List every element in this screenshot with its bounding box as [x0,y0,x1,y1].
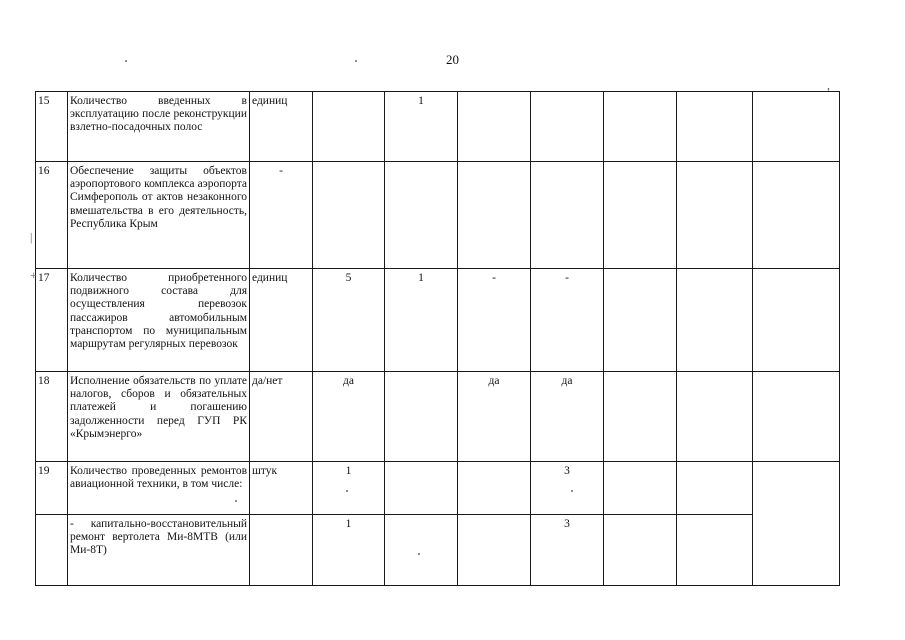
unit-cell: да/нет [250,372,313,462]
unit-cell: штук [250,462,313,515]
indicator-name: Количество приобретенного подвижного состава для осуществления перевозок пассажиров автомобильным транспортом по муниципальным маршрутам регулярных перевозок [68,269,250,372]
value-cell [604,372,677,462]
row-number: 15 [36,92,68,162]
value-cell: - [531,269,604,372]
value-cell [385,372,458,462]
value-cell [385,162,458,269]
scan-speck [418,553,420,555]
value-cell [677,269,753,372]
margin-mark-right: ʼ [826,86,831,101]
table-row-19 [36,462,840,515]
value-cell [385,462,458,515]
value-cell [677,515,753,586]
scan-speck [125,60,127,62]
value-cell [604,462,677,515]
table-row-15 [36,92,840,162]
value-cell [677,92,753,162]
row-number: 19 [36,462,68,515]
scan-speck [346,490,348,492]
value-cell [458,515,531,586]
value-cell [385,515,458,586]
value-cell [531,92,604,162]
value-cell: 1 [313,515,385,586]
value-cell [753,372,840,462]
value-cell [677,462,753,515]
value-cell [677,372,753,462]
table-row-16 [36,162,840,269]
row-number [36,515,68,586]
value-cell [458,462,531,515]
value-cell: 3 [531,515,604,586]
scan-speck [355,60,357,62]
value-cell [677,162,753,269]
value-cell [753,162,840,269]
margin-mark-left: | [30,230,33,244]
scan-speck [235,500,237,502]
value-cell: 1 [385,269,458,372]
value-cell: - [458,269,531,372]
indicator-name: Количество введенных в эксплуатацию после реконструкции взлетно-посадочных полос [68,92,250,162]
value-cell: да [313,372,385,462]
indicator-name: - капитально-восстановительный ремонт вертолета Ми-8МТВ (или Ми-8Т) [68,515,250,586]
value-cell [604,515,677,586]
value-cell: 5 [313,269,385,372]
value-cell [604,92,677,162]
value-cell [313,92,385,162]
margin-mark-left: + [30,268,37,282]
value-cell [753,269,840,372]
value-cell [604,269,677,372]
scan-speck [571,490,573,492]
unit-cell: - [250,162,313,269]
unit-cell: единиц [250,269,313,372]
row-number: 16 [36,162,68,269]
value-cell [604,162,677,269]
value-cell [753,462,840,586]
value-cell [458,92,531,162]
page-number: 20 [446,52,459,67]
value-cell: 3 [531,462,604,515]
table-row-18 [36,372,840,462]
row-number: 18 [36,372,68,462]
unit-cell: единиц [250,92,313,162]
unit-cell [250,515,313,586]
value-cell [313,162,385,269]
indicator-name: Количество проведенных ремонтов авиационной техники, в том числе: [68,462,250,515]
table-row-19-sub [36,515,840,586]
value-cell [531,162,604,269]
value-cell: 1 [385,92,458,162]
indicators-table [35,91,840,586]
table-row-17 [36,269,840,372]
value-cell [458,162,531,269]
indicator-name: Исполнение обязательств по уплате налогов, сборов и обязательных платежей и погашению задолженности перед ГУП РК «Крымэнерго» [68,372,250,462]
value-cell: да [531,372,604,462]
indicator-name: Обеспечение защиты объектов аэропортового комплекса аэропорта Симферополь от актов незаконного вмешательства в его деятельность, Республика Крым [68,162,250,269]
value-cell: да [458,372,531,462]
value-cell: 1 [313,462,385,515]
row-number: 17 [36,269,68,372]
value-cell [753,92,840,162]
